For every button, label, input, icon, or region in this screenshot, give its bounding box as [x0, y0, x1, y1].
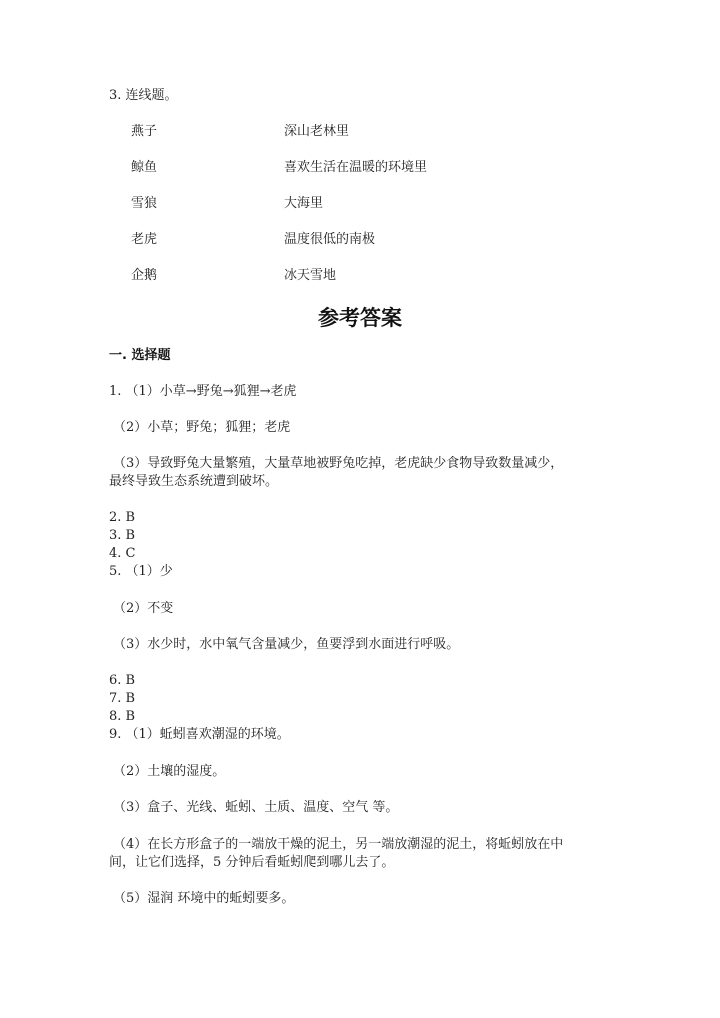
match-right-item: 温度很低的南极 [284, 232, 376, 247]
match-left-item: 老虎 [131, 232, 158, 247]
answer-line: （4）在长方形盒子的一端放干燥的泥土，另一端放潮湿的泥土，将蚯蚓放在中 [113, 837, 564, 852]
answer-line: 4. C [109, 546, 136, 561]
answer-line: （2）小草；野兔；狐狸；老虎 [113, 420, 291, 435]
answer-line: （2）土壤的湿度。 [113, 764, 226, 779]
answer-line: 最终导致生态系统遭到破坏。 [109, 474, 279, 489]
match-right-item: 喜欢生活在温暖的环境里 [284, 160, 428, 175]
match-left-item: 企鹅 [131, 268, 158, 283]
match-right-item: 冰天雪地 [284, 268, 337, 283]
answer-line: 3. B [109, 528, 136, 543]
match-left-item: 鲸鱼 [131, 160, 158, 175]
answer-line: 9. （1）蚯蚓喜欢潮湿的环境。 [109, 727, 290, 742]
answer-line: （3）水少时，水中氧气含量减少，鱼要浮到水面进行呼吸。 [113, 637, 460, 652]
answer-line: 2. B [109, 510, 136, 525]
answer-line: 间，让它们选择，5 分钟后看蚯蚓爬到哪儿去了。 [109, 855, 395, 870]
answer-line: 6. B [109, 673, 136, 688]
answer-line: 1. （1）小草→野兔→狐狸→老虎 [109, 384, 297, 399]
answer-line: （2）不变 [113, 601, 174, 616]
matching-question-heading: 3. 连线题。 [109, 88, 178, 103]
answer-line: 5. （1）少 [109, 564, 173, 579]
answer-line: （5）湿润 环境中的蚯蚓要多。 [113, 891, 295, 906]
answers-title: 参考答案 [318, 306, 402, 330]
match-right-item: 深山老林里 [284, 124, 350, 139]
answer-line: 8. B [109, 709, 136, 724]
match-left-item: 雪狼 [131, 196, 158, 211]
answer-line: （3）盒子、光线、蚯蚓、土质、温度、空气 等。 [113, 800, 399, 815]
match-left-item: 燕子 [131, 124, 158, 139]
match-right-item: 大海里 [284, 196, 324, 211]
section-heading: 一. 选择题 [109, 348, 171, 363]
answer-line: 7. B [109, 691, 136, 706]
answer-line: （3）导致野兔大量繁殖，大量草地被野兔吃掉，老虎缺少食物导致数量减少， [113, 456, 564, 471]
